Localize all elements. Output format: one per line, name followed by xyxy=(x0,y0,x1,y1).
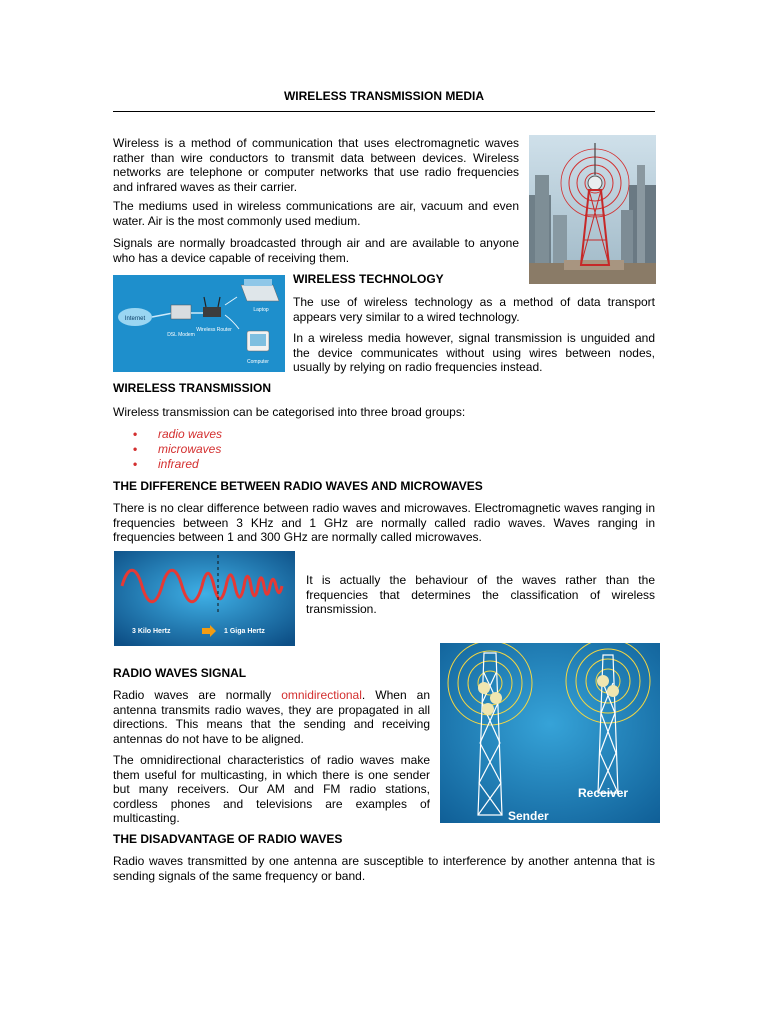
wireless-network-diagram xyxy=(113,275,285,372)
list-item: • radio waves xyxy=(113,427,413,442)
modem-label: DSL Modem xyxy=(167,332,195,338)
wireless-transmission-paragraph: Wireless transmission can be categorised into three broad groups: xyxy=(113,405,466,419)
wave-left-label: 3 Kilo Hertz xyxy=(132,628,171,635)
radio-waves-paragraph-2: The omnidirectional characteristics of radio waves make them useful for multicasting, in which there is one sender but many receivers. Our AM and FM radio stations, cordless phones and televisions are examples of multicasting. xyxy=(113,753,430,825)
laptop-label: Laptop xyxy=(253,307,269,313)
laptop-icon xyxy=(241,285,279,301)
intro-paragraph-1: Wireless is a method of communication that uses electromagnetic waves rather than wire conductors to transmit data between devices. Wireless networks are telephone or computer networks that use radio frequencies and infrared waves as their carrier. xyxy=(113,136,519,194)
wave-frequency-figure xyxy=(114,551,295,646)
transmission-groups-list xyxy=(113,427,413,472)
list-item: • microwaves xyxy=(113,442,413,457)
intro-paragraph-2: The mediums used in wireless communications are air, vacuum and even water. Air is the most commonly used medium. xyxy=(113,199,519,228)
behaviour-paragraph: It is actually the behaviour of the waves rather than the frequencies that determines the classification of wireless transmission. xyxy=(306,573,655,616)
omnidirectional-term: omnidirectional xyxy=(281,688,362,702)
sender-label: Sender xyxy=(508,809,549,823)
list-item: • infrared xyxy=(113,457,413,472)
title-divider xyxy=(113,111,655,112)
wireless-technology-paragraph-2: In a wireless media however, signal transmission is unguided and the device communicates without using wires between nodes, usually by relying on radio frequencies instead. xyxy=(293,331,655,374)
router-label: Wireless Router xyxy=(196,327,232,333)
disadvantage-heading: THE DISADVANTAGE OF RADIO WAVES xyxy=(113,832,343,846)
internet-label: Internet xyxy=(124,316,146,322)
wireless-technology-heading: WIRELESS TECHNOLOGY xyxy=(293,272,444,286)
router-icon xyxy=(203,307,221,317)
wave-right-label: 1 Giga Hertz xyxy=(224,628,265,635)
transmission-tower-photo xyxy=(529,135,656,284)
radio-waves-heading: RADIO WAVES SIGNAL xyxy=(113,666,247,680)
difference-paragraph: There is no clear difference between radio waves and microwaves. Electromagnetic waves ranging in frequencies between 3 KHz and 1 GHz are normally called radio waves. Waves ranging in frequencies between 1 and 300 GHz are normally called microwaves. xyxy=(113,501,655,544)
page-title: WIRELESS TRANSMISSION MEDIA xyxy=(283,89,484,103)
receiver-label: Receiver xyxy=(578,786,629,800)
wireless-technology-paragraph-1: The use of wireless technology as a method of data transport appears very similar to a wired technology. xyxy=(293,295,655,324)
intro-paragraph-3: Signals are normally broadcasted through air and are available to anyone who has a device capable of receiving them. xyxy=(113,236,519,265)
sender-receiver-towers-figure xyxy=(440,643,660,823)
disadvantage-paragraph: Radio waves transmitted by one antenna are susceptible to interference by another antenna that is sending signals of the same frequency or band. xyxy=(113,854,655,883)
radio-waves-paragraph-1: Radio waves are normally omnidirectional. When an antenna transmits radio waves, they are propagated in all directions. This means that the sending and receiving antennas do not have to be aligned. xyxy=(113,688,430,746)
computer-label: Computer xyxy=(247,359,269,365)
wireless-transmission-heading: WIRELESS TRANSMISSION xyxy=(113,381,272,395)
modem-icon xyxy=(171,305,191,319)
difference-heading: THE DIFFERENCE BETWEEN RADIO WAVES AND MICROWAVES xyxy=(113,479,483,493)
